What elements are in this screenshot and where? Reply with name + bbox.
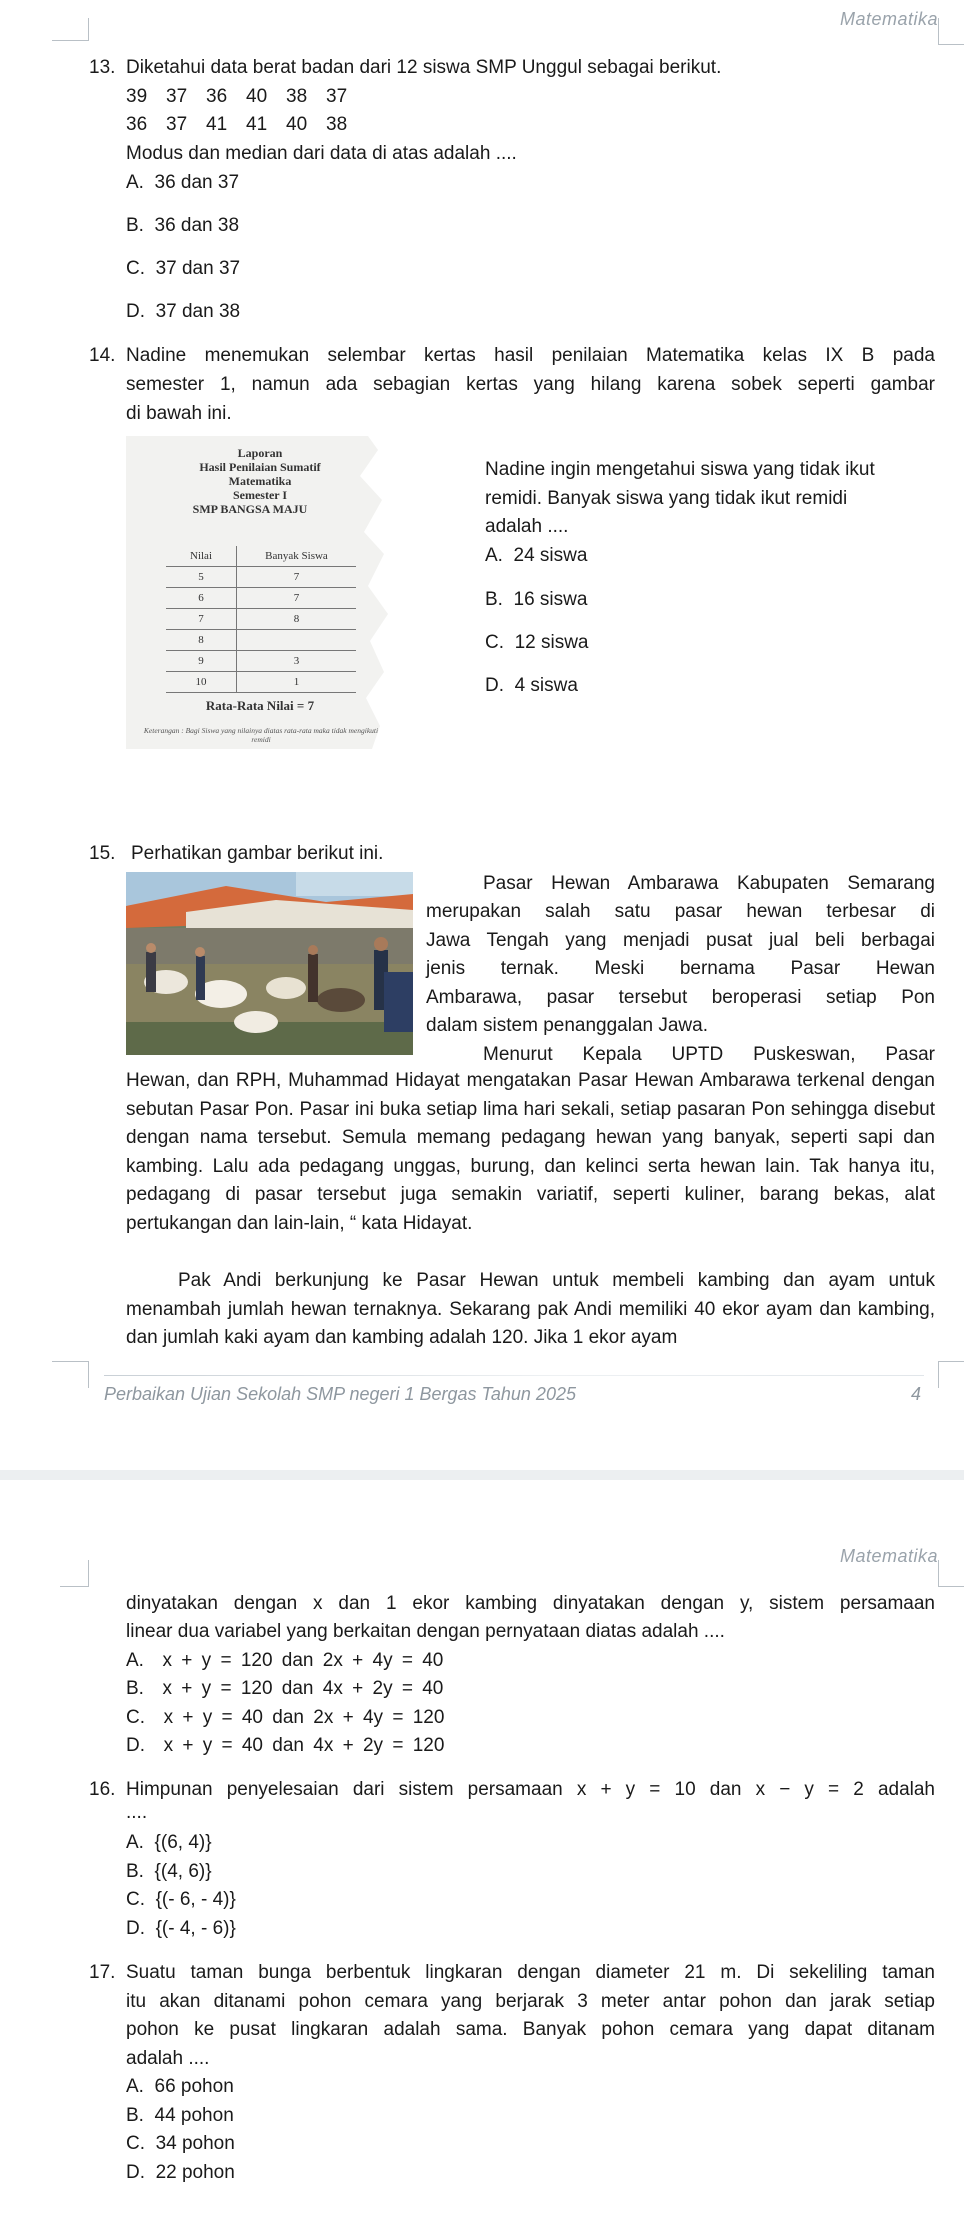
q14-stem-line: di bawah ini. (126, 403, 232, 424)
data-value: 41 (246, 114, 268, 135)
data-value: 38 (286, 86, 308, 107)
subject-header: Matematika (839, 1546, 938, 1566)
report-note: Keterangan : Bagi Siswa yang nilainya diatas rata-rata maka tidak mengikuti remidi (143, 726, 379, 744)
q15-continued-line: linear dua variabel yang berkaitan dengan pernyataan diatas adalah .... (126, 1621, 725, 1642)
report-title: Hasil Penilaian Sumatif (199, 460, 321, 474)
table-row: 8 (166, 630, 356, 651)
crop-mark (52, 1361, 89, 1388)
q17-option-d[interactable]: D. 22 pohon (126, 2162, 235, 2183)
q13-option-a[interactable]: A. 36 dan 37 (126, 172, 240, 193)
table-row: 10 1 (166, 672, 356, 693)
table-header: Banyak Siswa (237, 546, 357, 567)
data-value: 39 (126, 86, 148, 107)
q15-para1-line: Ambarawa, pasar tersebut beroperasi setiap Pon (426, 987, 935, 1008)
q13-stem: Diketahui data berat badan dari 12 siswa SMP Unggul sebagai berikut. (126, 57, 722, 78)
q15-number: 15. (89, 843, 116, 864)
q16-stem: Himpunan penyelesaian dari sistem persamaan x + y = 10 dan x − y = 2 adalah (126, 1779, 935, 1800)
q17-option-c[interactable]: C. 34 pohon (126, 2133, 235, 2154)
q17-option-a[interactable]: A. 66 pohon (126, 2076, 234, 2097)
q14-side-text: Nadine ingin mengetahui siswa yang tidak ikut (485, 459, 875, 480)
q13-option-d[interactable]: D. 37 dan 38 (126, 301, 241, 322)
q16-dots: .... (126, 1802, 148, 1823)
q16-option-c[interactable]: C. {(- 6, - 4)} (126, 1889, 236, 1910)
q14-option-b[interactable]: B. 16 siswa (485, 589, 588, 610)
page-separator (0, 1470, 964, 1480)
q15-para1-line: Jawa Tengah yang menjadi pusat jual beli berbagai (426, 930, 935, 951)
q17-stem-line: adalah .... (126, 2048, 210, 2069)
q15-stem: Perhatikan gambar berikut ini. (131, 843, 384, 864)
q14-stem-line: Nadine menemukan selembar kertas hasil penilaian Matematika kelas IX B pada (126, 345, 935, 366)
report-title: Laporan (237, 446, 283, 460)
footer-text: Perbaikan Ujian Sekolah SMP negeri 1 Bergas Tahun 2025 (104, 1384, 576, 1404)
q15-option-c[interactable]: C. x + y = 40 dan 2x + 4y = 120 (126, 1707, 445, 1728)
q17-number: 17. (89, 1962, 116, 1983)
q15-para1-line: merupakan salah satu pasar hewan terbesar di (426, 901, 935, 922)
table-header: Nilai (166, 546, 237, 567)
crop-mark (938, 18, 964, 45)
q14-side-text: adalah .... (485, 516, 569, 537)
report-average: Rata-Rata Nilai = 7 (205, 698, 315, 713)
q15-option-d[interactable]: D. x + y = 40 dan 4x + 2y = 120 (126, 1735, 445, 1756)
q13-data-row-2 (126, 114, 366, 135)
q13-option-c[interactable]: C. 37 dan 37 (126, 258, 241, 279)
data-value: 38 (326, 114, 348, 135)
q17-stem-line: Suatu taman bunga berbentuk lingkaran dengan diameter 21 m. Di sekeliling taman (126, 1962, 935, 1983)
subject-header: Matematika (839, 9, 938, 29)
page-2 (0, 1480, 964, 2229)
q15-para1-line: dalam sistem penanggalan Jawa. (426, 1015, 709, 1036)
table-row: 7 8 (166, 609, 356, 630)
data-value: 37 (326, 86, 348, 107)
report-title: Matematika (228, 474, 292, 488)
q16-number: 16. (89, 1779, 116, 1800)
q14-option-c[interactable]: C. 12 siswa (485, 632, 589, 653)
q17-stem-line: itu akan ditanami pohon cemara yang berjarak 3 meter antar pohon dan jarak setiap (126, 1991, 935, 2012)
q16-option-d[interactable]: D. {(- 4, - 6)} (126, 1918, 236, 1939)
report-table (166, 546, 356, 693)
q15-option-a[interactable]: A. x + y = 120 dan 2x + 4y = 40 (126, 1650, 444, 1671)
page-number: 4 (911, 1384, 922, 1404)
torn-edge (354, 436, 394, 749)
q13-number: 13. (89, 57, 116, 78)
q14-stem-line: semester 1, namun ada sebagian kertas yang hilang karena sobek seperti gambar (126, 374, 935, 395)
data-value: 41 (206, 114, 228, 135)
q15-para1-line: jenis ternak. Meski bernama Pasar Hewan (426, 958, 935, 979)
q14-option-a[interactable]: A. 24 siswa (485, 545, 588, 566)
q15-continued-line: dinyatakan dengan x dan 1 ekor kambing dinyatakan dengan y, sistem persamaan (126, 1593, 935, 1614)
q16-option-b[interactable]: B. {(4, 6)} (126, 1861, 212, 1882)
table-row: 5 7 (166, 567, 356, 588)
q14-option-d[interactable]: D. 4 siswa (485, 675, 578, 696)
data-value: 36 (206, 86, 228, 107)
data-value: 37 (166, 114, 188, 135)
q17-stem-line: pohon ke pusat lingkaran adalah sama. Banyak pohon cemara yang dapat ditanam (126, 2019, 935, 2040)
q14-number: 14. (89, 345, 116, 366)
q15-para3: Pak Andi berkunjung ke Pasar Hewan untuk membeli kambing dan ayam untuk menambah jumlah hewan ternaknya. Sekarang pak Andi memiliki 40 ekor ayam dan kambing, dan jumlah kaki ayam dan kambing adalah 120. Jika 1 ekor ayam (126, 1270, 935, 1348)
q13-prompt: Modus dan median dari data di atas adalah .... (126, 143, 517, 164)
q15-option-b[interactable]: B. x + y = 120 dan 4x + 2y = 40 (126, 1678, 444, 1699)
data-value: 40 (286, 114, 308, 135)
table-row: 6 7 (166, 588, 356, 609)
q13-data-row-1 (126, 86, 366, 107)
data-value: 40 (246, 86, 268, 107)
crop-mark (52, 18, 89, 41)
q15-para1-line: Pasar Hewan Ambarawa Kabupaten Semarang (483, 873, 935, 894)
crop-mark (938, 1361, 964, 1388)
q15-para2: Hewan, dan RPH, Muhammad Hidayat mengatakan Pasar Hewan Ambarawa terkenal dengan sebutan Pasar Pon. Pasar ini buka setiap lima hari sekali, setiap pasaran Pon sehingga disebut dengan nama tersebut. Semula memang pedagang hewan yang banyak, seperti sapi dan kambing. Lalu ada pedagang unggas, burung, dan kelinci serta hewan lain. Tak hanya itu, pedagang di pasar tersebut juga semakin variatif, seperti kuliner, barang bekas, alat pertukangan dan lain-lain, “ kata Hidayat. (126, 1070, 935, 1234)
crop-mark (938, 1560, 964, 1587)
torn-report-image (126, 436, 394, 749)
data-value: 36 (126, 114, 148, 135)
data-value: 37 (166, 86, 188, 107)
report-title: Semester I (232, 488, 288, 502)
q14-side-text: remidi. Banyak siswa yang tidak ikut remidi (485, 488, 848, 509)
report-title: SMP BANGSA MAJU (192, 502, 308, 516)
q16-option-a[interactable]: A. {(6, 4)} (126, 1832, 212, 1853)
q17-option-b[interactable]: B. 44 pohon (126, 2105, 234, 2126)
crop-mark (60, 1560, 89, 1587)
table-row: 9 3 (166, 651, 356, 672)
footer-rule (104, 1375, 924, 1376)
market-photo (126, 872, 413, 1055)
q13-option-b[interactable]: B. 36 dan 38 (126, 215, 240, 236)
q15-para2-first: Menurut Kepala UPTD Puskeswan, Pasar (483, 1044, 935, 1065)
